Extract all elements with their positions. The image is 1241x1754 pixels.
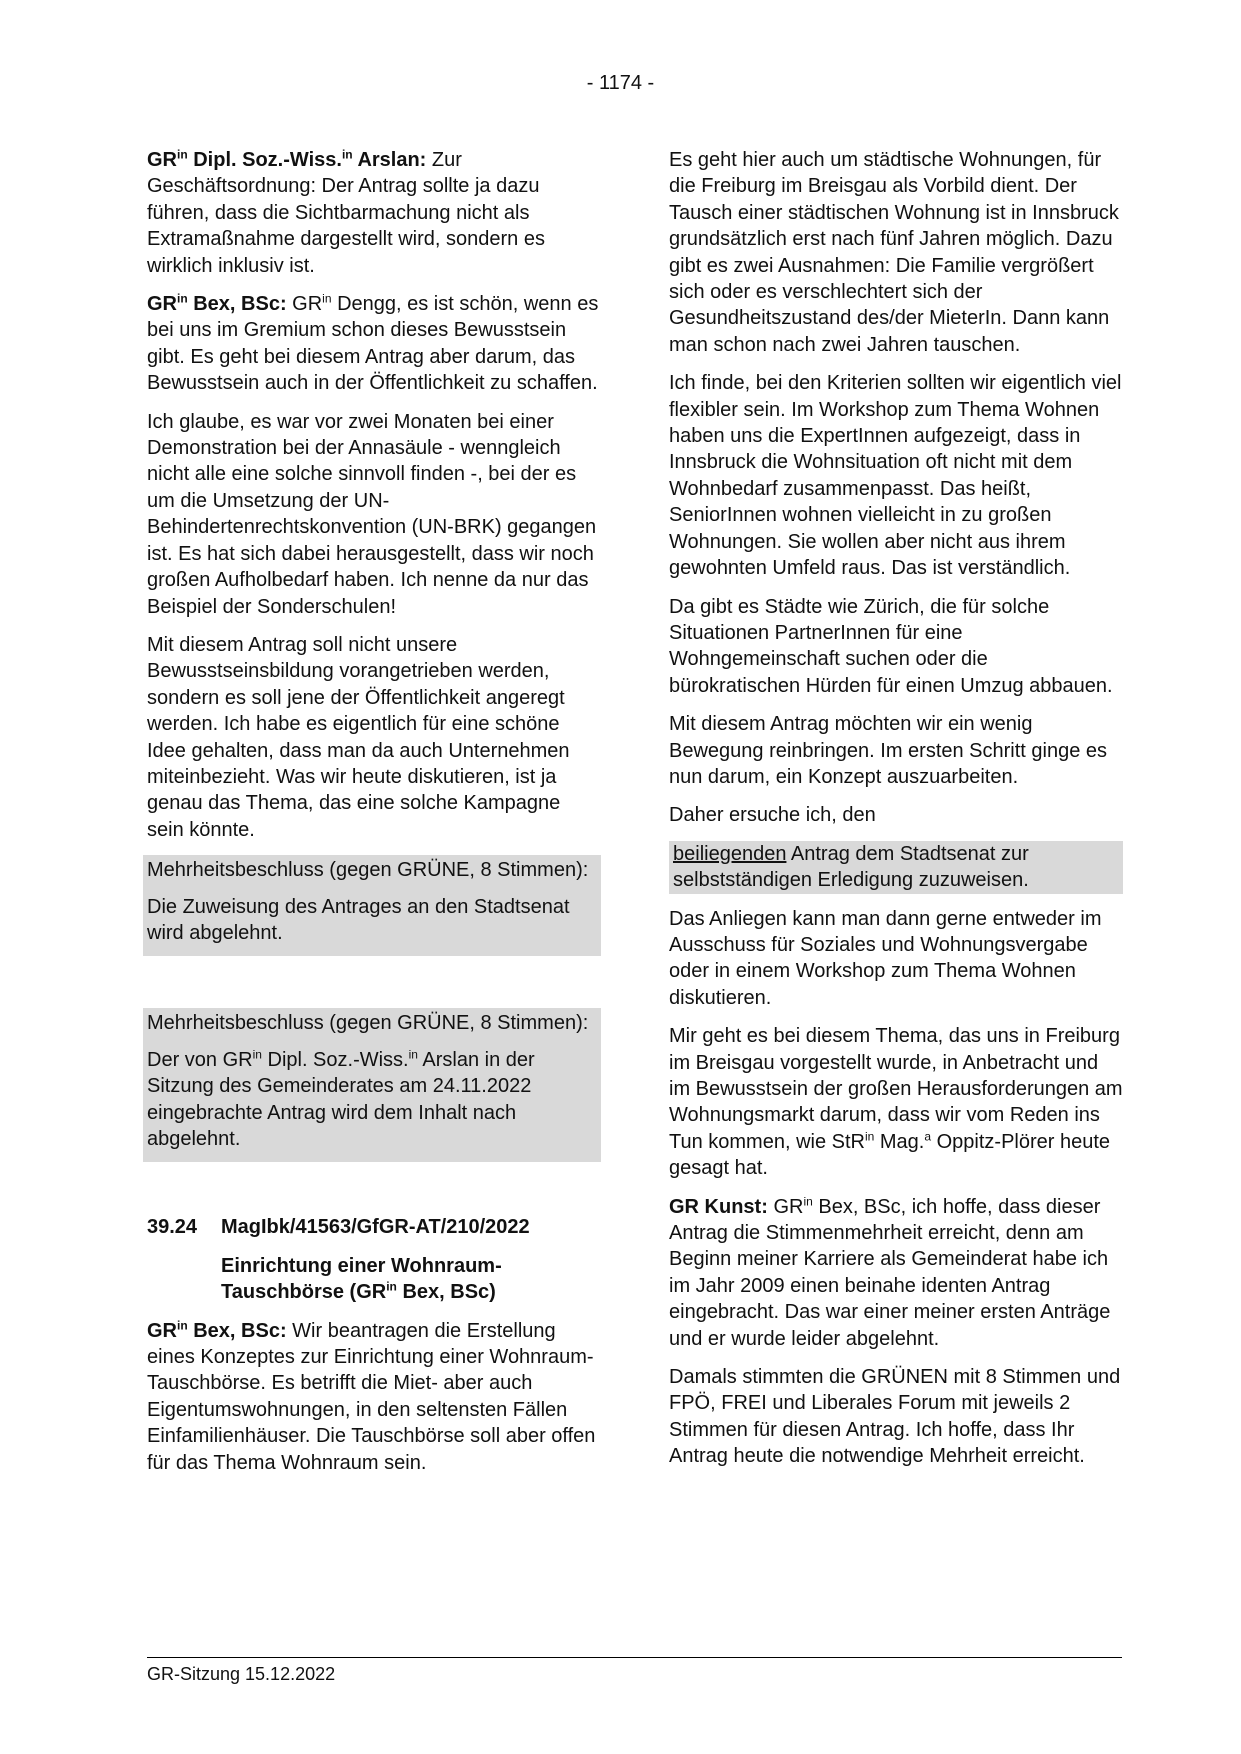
footer-divider <box>147 1657 1122 1658</box>
paragraph-campaign: Mit diesem Antrag soll nicht unsere Bewusstseinsbildung vorangetrieben werden, sondern es soll jene der Öffentlichkeit angeregt werden. Ich habe es eigentlich für eine schöne Idee gehalten, dass man da auch Unternehmen miteinbezieht. Was wir heute diskutieren, ist ja genau das Thema, das eine solche Kampagne sein könnte. <box>147 633 570 841</box>
paragraph-kunst: GR Kunst: $GR^{in}$ Bex, BSc, ich hoffe, dass dieser Antrag die Stimmenmehrheit erreicht, denn am Beginn meiner Karriere als Gemeinderat habe ich im Jahr 2009 einen beinahe identen Antrag eingebracht. Das war einer meiner ersten Anträge und er wurde leider abgelehnt. <box>669 1193 1111 1350</box>
right-column <box>669 147 1123 1482</box>
paragraph-motion: Mit diesem Antrag möchten wir ein wenig Bewegung reinbringen. Im ersten Schritt ginge es nun darum, ein Konzept auszuarbeiten. <box>669 713 1108 788</box>
speaker-name: $GR^{in}$ Bex, BSc: <box>147 291 287 316</box>
speaker-name: GR Kunst: <box>669 1195 768 1218</box>
speaker-name: $GR^{in}$ Dipl. Soz.-Wiss.$^{in}$ Arslan: <box>147 147 427 171</box>
decision-vote: Mehrheitsbeschluss (gegen GRÜNE, 8 Stimmen): <box>147 1012 589 1035</box>
paragraph-bex-2: $GR^{in}$ Bex, BSc: Wir beantragen die Erstellung eines Konzeptes zur Einrichtung einer Wohnraum-Tauschbörse. Es betrifft die Miet- aber auch Eigentumswohnungen, in den seltensten Fällen Einfamilienhäuser. Die Tauschbörse soll aber offen für das Thema Wohnraum sein. <box>147 1317 596 1474</box>
left-column <box>147 147 601 1488</box>
decision-box-1 <box>143 855 601 956</box>
paragraph-demonstration: Ich glaube, es war vor zwei Monaten bei einer Demonstration bei der Annasäule - wenngleich nicht alle eine solche sinnvoll finden -, bei der es um die Umsetzung der UN-Behindertenrechtskonvention (UN-BRK) gegangen ist. Es hat sich dabei herausgestellt, dass wir noch großen Aufholbedarf haben. Ich nenne da nur das Beispiel der Sonderschulen! <box>147 410 597 618</box>
decision-vote: Mehrheitsbeschluss (gegen GRÜNE, 8 Stimmen): <box>147 859 589 882</box>
request-box: beiliegenden Antrag dem Stadtsenat zur selbstständigen Erledigung zuzuweisen. <box>669 841 1123 894</box>
paragraph-zurich: Da gibt es Städte wie Zürich, die für solche Situationen PartnerInnen für eine Wohngemeinschaft suchen oder die bürokratischen Hürden für einen Umzug abbauen. <box>669 595 1113 697</box>
agenda-item-number: 39.24 <box>147 1216 198 1239</box>
page-number: - 1174 - <box>586 72 655 94</box>
agenda-item-heading <box>147 1214 601 1240</box>
footer-text: GR-Sitzung 15.12.2022 <box>147 1664 336 1684</box>
attached-link-text: beiliegenden <box>673 842 787 865</box>
decision-result: Der von $GR^{in}$ Dipl. Soz.-Wiss.$^{in}$ Arslan in der Sitzung des Gemeinderates am 24.11.2022 eingebrachte Antrag wird dem Inhalt nach abgelehnt. <box>147 1047 535 1150</box>
paragraph-arslan: $GR^{in}$ Dipl. Soz.-Wiss.$^{in}$ Arslan: Zur Geschäftsordnung: Der Antrag sollte ja dazu führen, dass die Sichtbarmachung nicht als Extramaßnahme dargestellt wird, sondern es wirklich inklusiv ist. <box>147 147 545 277</box>
speaker-name: $GR^{in}$ Bex, BSc: <box>147 1317 287 1342</box>
paragraph-housing: Es geht hier auch um städtische Wohnungen, für die Freiburg im Breisgau als Vorbild dient. Der Tausch einer städtischen Wohnung ist in Innsbruck grundsätzlich erst nach fünf Jahren möglich. Dazu gibt es zwei Ausnahmen: Die Familie vergrößert sich oder es verschlechtert sich der Gesundheitszustand des/der MieterIn. Dann kann man schon nach zwei Jahren tauschen. <box>669 149 1119 356</box>
decision-box-2 <box>143 1008 601 1162</box>
agenda-item-code: MagIbk/41563/GfGR-AT/210/2022 <box>221 1216 530 1239</box>
paragraph-vote-history: Damals stimmten die GRÜNEN mit 8 Stimmen und FPÖ, FREI und Liberales Forum mit jeweils 2 Stimmen für diesen Antrag. Ich hoffe, dass Ihr Antrag heute die notwendige Mehrheit erreicht. <box>669 1366 1121 1468</box>
paragraph-bex-1: $GR^{in}$ Bex, BSc: $GR^{in}$ Dengg, es ist schön, wenn es bei uns im Gremium schon dieses Bewusstsein gibt. Es geht bei diesem Antrag aber darum, das Bewusstsein auch in der Öffentlichkeit zu schaffen. <box>147 291 599 395</box>
paragraph-committee: Das Anliegen kann man dann gerne entweder im Ausschuss für Soziales und Wohnungsvergabe oder in einem Workshop zum Thema Wohnen diskutieren. <box>669 907 1102 1009</box>
paragraph-criteria: Ich finde, bei den Kriterien sollten wir eigentlich viel flexibler sein. Im Workshop zum Thema Wohnen haben uns die ExpertInnen aufgezeigt, dass in Innsbruck die Wohnsituation oft nicht mit dem Wohnbedarf zusammenpasst. Das heißt, SeniorInnen wohnen vielleicht in zu großen Wohnungen. Sie wollen aber nicht aus ihrem gewohnten Umfeld raus. Das ist verständlich. <box>669 372 1122 580</box>
paragraph-request-intro: Daher ersuche ich, den <box>669 804 876 827</box>
paragraph-freiburg: Mir geht es bei diesem Thema, das uns in Freiburg im Breisgau vorgestellt wurde, in Anbetracht und im Bewusstsein der großen Herausforderungen am Wohnungsmarkt darum, dass wir vom Reden ins Tun kommen, wie StR$^{in}$ Mag.$^a$ Oppitz-Plörer heute gesagt hat. <box>669 1025 1123 1180</box>
agenda-item-title: Einrichtung einer Wohnraum-Tauschbörse ($GR^{in}$ Bex, BSc) <box>221 1254 502 1304</box>
decision-result: Die Zuweisung des Antrages an den Stadtsenat wird abgelehnt. <box>147 895 570 944</box>
